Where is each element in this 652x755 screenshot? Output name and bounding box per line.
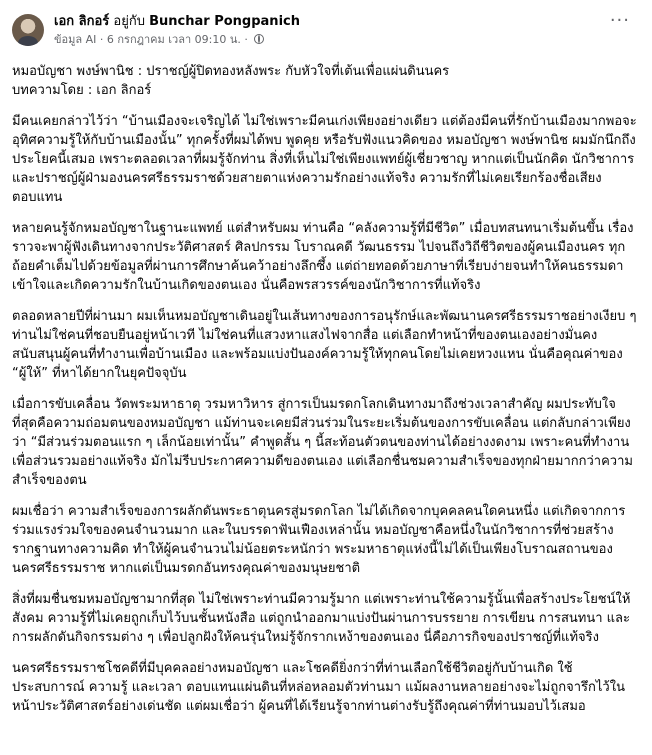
post-header bbox=[12, 10, 640, 56]
post-title-block bbox=[12, 62, 640, 100]
with-text: อยู่กับ bbox=[113, 14, 145, 29]
post-timestamp[interactable]: 6 กรกฎาคม เวลา 09:10 น. bbox=[106, 33, 241, 46]
paragraph-2: หลายคนรู้จักหมอบัญชาในฐานะแพทย์ แต่สำหรับผม ท่านคือ “คลังความรู้ที่มีชีวิต” เมื่อบทสนทนาเริ่มต้นขึ้น เรื่องราวจะพาผู้ฟังเดินทางจากประวัติศาสตร์ ศิลปกรรม โบราณคดี วัฒนธรรม ไปจนถึงวิถีชีวิตของผู้คนเมืองนคร ทุกถ้อยคำเต็มไปด้วยข้อมูลที่ผ่านการศึกษาค้นคว้าอย่างลึกซึ้ง แต่ถ่ายทอดด้วยภาษาที่เรียบง่ายจนทำให้คนธรรมดาเข้าใจและเกิดความรักในบ้านเกิดของตนเอง นั่นคือพรสวรรค์ของนักวิชาการที่แท้จริง bbox=[12, 221, 634, 293]
author-line bbox=[54, 13, 300, 30]
post-title: หมอบัญชา พงษ์พานิช : ปราชญ์ผู้ปิดทองหลังพระ กับหัวใจที่เต้นเพื่อแผ่นดินนคร bbox=[12, 64, 450, 79]
paragraph-5: ผมเชื่อว่า ความสำเร็จของการผลักดันพระธาตุนครสู่มรดกโลก ไม่ได้เกิดจากบุคคลคนใดคนหนึ่ง แต่เกิดจากการร่วมแรงร่วมใจของคนจำนวนมาก และในบรรดาฟันเฟืองเหล่านั้น หมอบัญชาคือหนึ่งในนักวิชาการที่ช่วยสร้างรากฐานทางความคิด ทำให้ผู้คนจำนวนไม่น้อยตระหนักว่า พระมหาธาตุแห่งนี้ไม่ได้เป็นเพียงโบราณสถานของนครศรีธรรมราช หากแต่เป็นมรดกอันทรงคุณค่าของมนุษยชาติ bbox=[12, 504, 626, 576]
tagged-person[interactable]: Bunchar Pongpanich bbox=[149, 14, 300, 29]
paragraph-3: ตลอดหลายปีที่ผ่านมา ผมเห็นหมอบัญชาเดินอยู่ในเส้นทางของการอนุรักษ์และพัฒนานครศรีธรรมราชอย่างเงียบ ๆ ท่านไม่ใช่คนที่ชอบยืนอยู่หน้าเวที ไม่ใช่คนที่แสวงหาแสงไฟจากสื่อ แต่เลือกทำหน้าที่ของตนเองอย่างมั่นคง สนับสนุนผู้คนที่ทำงานเพื่อบ้านเมือง และพร้อมแบ่งปันองค์ความรู้ให้ทุกคนโดยไม่เคยหวงแหน นั่นคือคุณค่าของ “ผู้ให้” ที่หาได้ยากในยุคปัจจุบัน bbox=[12, 309, 637, 381]
paragraph-1: มีคนเคยกล่าวไว้ว่า “บ้านเมืองจะเจริญได้ ไม่ใช่เพราะมีคนเก่งเพียงอย่างเดียว แต่ต้องมีคนที่รักบ้านเมืองมากพอจะอุทิศความรู้ให้กับบ้านเมืองนั้น” ทุกครั้งที่ผมได้พบ พูดคุย หรือรับฟังแนวคิดของ หมอบัญชา พงษ์พานิช ผมมักนึกถึงประโยคนี้เสมอ เพราะตลอดเวลาที่ผมรู้จักท่าน สิ่งที่เห็นไม่ใช่เพียงแพทย์ผู้เชี่ยวชาญ หากแต่เป็นนักคิด นักวิชาการ และปราชญ์ผู้ฝ่ามองนครศรีธรรมราชด้วยสายตาแห่งความรักอย่างแท้จริง ความรักที่ไม่เคยเรียกร้องชื่อเสียงตอบแทน bbox=[12, 114, 637, 205]
author-name[interactable]: เอก ลิกอร์ bbox=[54, 14, 110, 29]
post-meta bbox=[54, 10, 300, 48]
separator-dot: · bbox=[99, 33, 104, 46]
post-subline bbox=[54, 32, 300, 48]
author-avatar[interactable] bbox=[12, 14, 44, 46]
paragraph-6: สิ่งที่ผมชื่นชมหมอบัญชามากที่สุด ไม่ใช่เพราะท่านมีความรู้มาก แต่เพราะท่านใช้ความรู้นั้นเพื่อสร้างประโยชน์ให้สังคม ความรู้ที่ไม่เคยถูกเก็บไว้บนชั้นหนังสือ แต่ถูกนำออกมาแบ่งปันผ่านการบรรยาย การเขียน การสนทนา และการผลักดันกิจกรรมต่าง ๆ เพื่อปลูกฝังให้คนรุ่นใหม่รู้จักรากเหง้าของตนเอง นี่คือภารกิจของปราชญ์ที่แท้จริง bbox=[12, 592, 631, 645]
post-byline: บทความโดย : เอก ลิกอร์ bbox=[12, 83, 152, 98]
post-body bbox=[12, 62, 640, 716]
globe-icon bbox=[254, 34, 264, 44]
more-options-icon[interactable]: ··· bbox=[609, 10, 630, 31]
separator-dot-2: · bbox=[244, 33, 248, 46]
paragraph-7: นครศรีธรรมราชโชคดีที่มีบุคคลอย่างหมอบัญชา และโชคดียิ่งกว่าที่ท่านเลือกใช้ชีวิตอยู่กับบ้านเกิด ใช้ประสบการณ์ ความรู้ และเวลา ตอบแทนแผ่นดินที่หล่อหลอมตัวท่านมา แม้ผลงานหลายอย่างจะไม่ถูกจารึกไว้ในหน้าประวัติศาสตร์อย่างเด่นชัด แต่ผมเชื่อว่า ผู้คนที่ได้เรียนรู้จากท่านต่างรับรู้ถึงคุณค่าที่ท่านมอบไว้เสมอ bbox=[12, 661, 625, 714]
ai-info-label[interactable]: ข้อมูล AI bbox=[54, 33, 97, 46]
paragraph-4: เมื่อการขับเคลื่อน วัดพระมหาธาตุ วรมหาวิหาร สู่การเป็นมรดกโลกเดินทางมาถึงช่วงเวลาสำคัญ ผมประทับใจที่สุดคือความถ่อมตนของหมอบัญชา แม้ท่านจะเคยมีส่วนร่วมในระยะเริ่มต้นของการขับเคลื่อน แต่กลับกล่าวเพียงว่า “มีส่วนร่วมตอนแรก ๆ เล็กน้อยเท่านั้น” คำพูดสั้น ๆ นี้สะท้อนตัวตนของท่านได้อย่างงดงาม เพราะคนที่ทำงานเพื่อส่วนรวมอย่างแท้จริง มักไม่รีบประกาศความดีของตนเอง แต่เลือกชื่นชมความสำเร็จของทุกฝ่ายมากกว่าความสำเร็จของตน bbox=[12, 397, 633, 488]
